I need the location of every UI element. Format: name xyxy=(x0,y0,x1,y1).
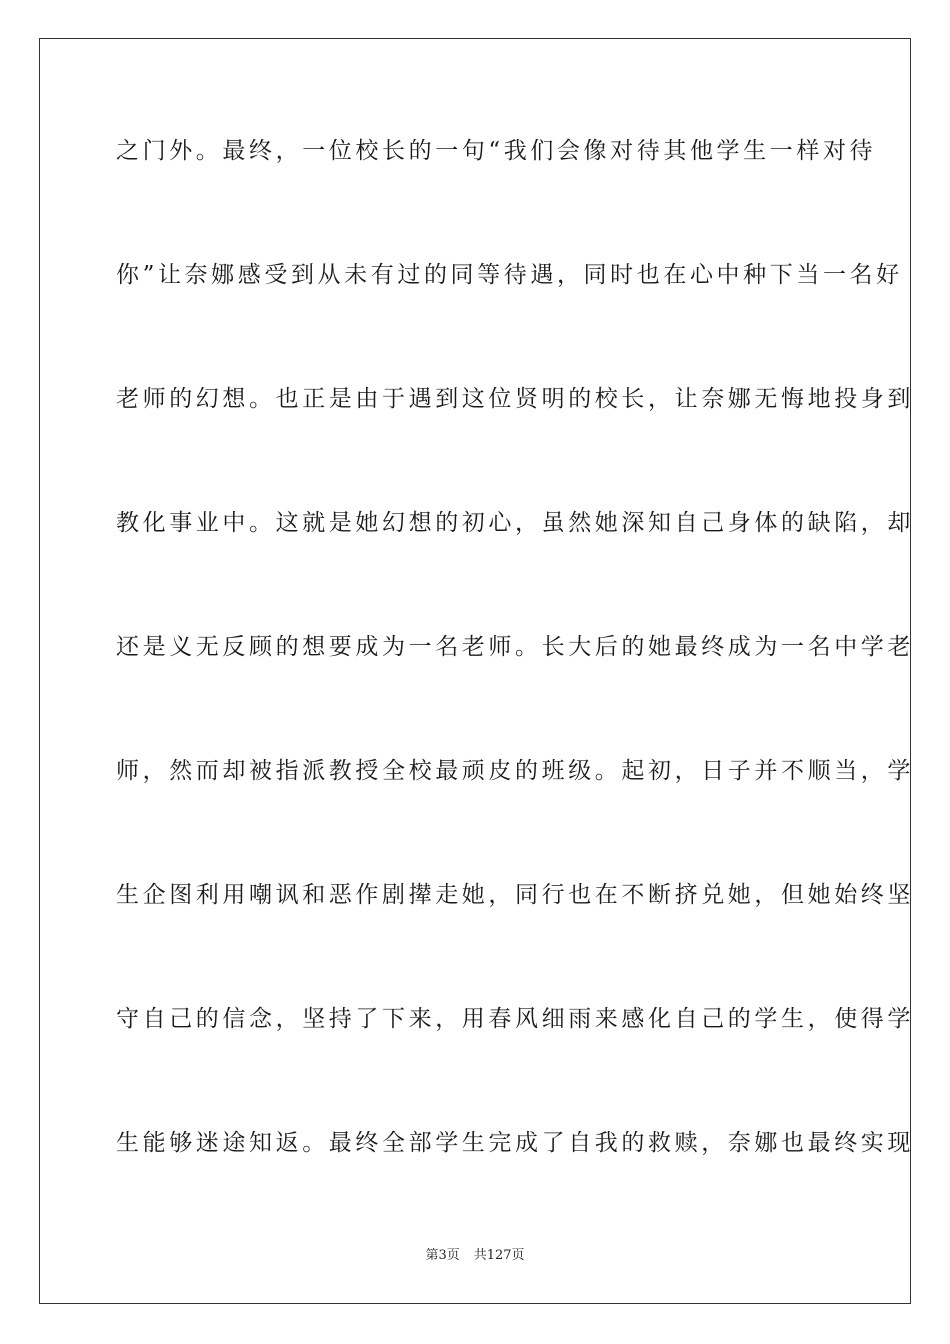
text-line-2: 你”让奈娜感受到从未有过的同等待遇，同时也在心中种下当一名好 xyxy=(116,262,903,288)
text-line-5: 还是义无反顾的想要成为一名老师。长大后的她最终成为一名中学老 xyxy=(116,634,914,660)
total-pages: 共127页 xyxy=(473,1248,525,1263)
body-text xyxy=(116,124,914,1240)
text-line-9: 生能够迷途知返。最终全部学生完成了自我的救赎，奈娜也最终实现 xyxy=(116,1130,914,1156)
text-line-4: 教化事业中。这就是她幻想的初心，虽然她深知自己身体的缺陷，却 xyxy=(116,510,914,536)
text-line-8: 守自己的信念，坚持了下来，用春风细雨来感化自己的学生，使得学 xyxy=(116,1006,914,1032)
text-line-7: 生企图利用嘲讽和恶作剧撵走她，同行也在不断挤兑她，但她始终坚 xyxy=(116,882,914,908)
page-number: 第3页 xyxy=(425,1248,460,1263)
text-line-1: 之门外。最终，一位校长的一句“我们会像对待其他学生一样对待 xyxy=(116,138,877,164)
page-footer xyxy=(0,1246,950,1266)
text-line-3: 老师的幻想。也正是由于遇到这位贤明的校长，让奈娜无悔地投身到 xyxy=(116,386,914,412)
text-line-6: 师，然而却被指派教授全校最顽皮的班级。起初，日子并不顺当，学 xyxy=(116,758,914,784)
